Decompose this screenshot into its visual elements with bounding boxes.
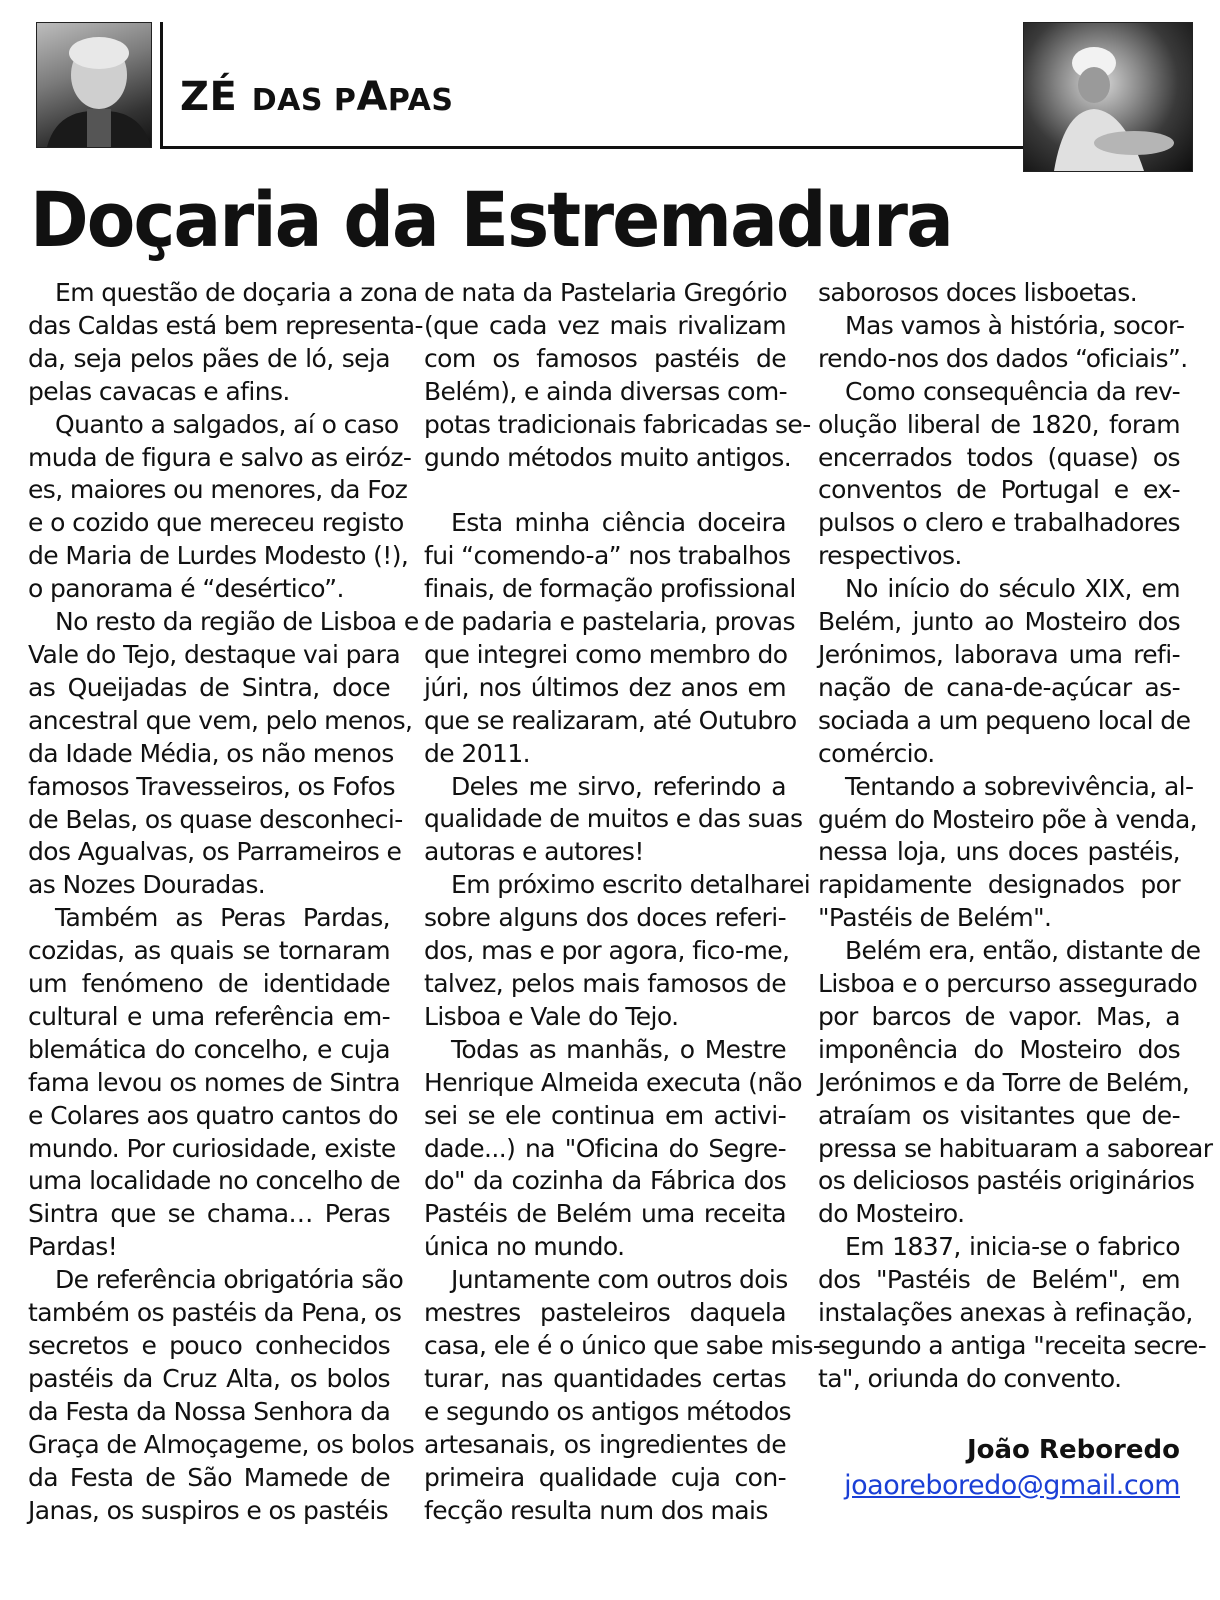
text-line: famosos Travesseiros, os Fofos — [28, 771, 395, 801]
paragraph — [424, 507, 797, 770]
text-line: secretos e pouco conhecidos — [28, 1331, 390, 1360]
paragraph — [818, 573, 1191, 770]
text-line: da Festa da Nossa Senhora da — [28, 1396, 391, 1426]
paragraph — [818, 277, 1180, 310]
text-line: olução liberal de 1820, foram — [818, 409, 1180, 439]
paragraph — [818, 771, 1198, 936]
text-line: Belém), e ainda diversas com- — [424, 376, 788, 406]
text-line: do" da cozinha da Fábrica dos — [424, 1166, 786, 1196]
text-line: de Maria de Lurdes Modesto (!), — [28, 541, 409, 571]
text-line: "Pastéis de Belém". — [818, 903, 1052, 933]
paragraph — [818, 935, 1213, 1231]
header-vertical-rule — [160, 22, 163, 146]
text-line: potas tradicionais fabricadas se- — [424, 409, 811, 439]
text-line: dos, mas e por agora, fico-me, — [424, 936, 790, 966]
text-line: que se realizaram, até Outubro — [424, 705, 797, 735]
text-line: primeira qualidade cuja con- — [424, 1462, 786, 1492]
text-line: fecção resulta num dos mais — [424, 1495, 768, 1525]
text-line: Em 1837, inicia-se o fabrico — [845, 1232, 1180, 1262]
paragraph — [28, 606, 419, 902]
paragraph — [818, 1231, 1207, 1396]
text-line: da, seja pelos pães de ló, seja — [28, 343, 390, 373]
text-line: nessa loja, uns doces pastéis, — [818, 837, 1180, 867]
text-line: Quanto a salgados, aí o caso — [55, 409, 399, 439]
text-line: de Belas, os quase desconheci- — [28, 804, 403, 834]
header-horizontal-rule — [160, 146, 1023, 149]
text-line: e Colares aos quatro cantos do — [28, 1100, 398, 1130]
text-line: mundo. Por curiosidade, existe — [28, 1133, 396, 1163]
paragraph — [424, 869, 811, 1034]
text-line: Graça de Almoçageme, os bolos — [28, 1429, 415, 1459]
text-line: com os famosos pastéis de — [424, 343, 786, 373]
column-name-small-caps: DAS P — [251, 83, 357, 118]
text-line: das Caldas está bem representa- — [28, 310, 423, 340]
text-line: dade...) na "Oficina do Segre- — [424, 1133, 786, 1163]
text-line: De referência obrigatória são — [55, 1265, 404, 1295]
text-line: Vale do Tejo, destaque vai para — [28, 639, 401, 669]
text-line: ancestral que vem, pelo menos, — [28, 705, 413, 735]
text-line: Deles me sirvo, referindo a — [451, 771, 786, 801]
text-line: Como consequência da rev- — [845, 376, 1180, 406]
headline: Doçaria da Estremadura — [30, 175, 952, 264]
text-line: gundo métodos muito antigos. — [424, 442, 792, 472]
paragraph — [424, 1034, 802, 1264]
text-line: por barcos de vapor. Mas, a — [818, 1001, 1180, 1031]
author-signature: João Reboredo — [966, 1435, 1180, 1465]
column-name-first: ZÉ — [180, 74, 238, 120]
text-line: de nata da Pastelaria Gregório — [424, 278, 787, 307]
text-line: Jerónimos e da Torre de Belém, — [818, 1067, 1190, 1097]
text-line: pressa se habituaram a saborear — [818, 1133, 1213, 1163]
text-line: pulsos o clero e trabalhadores — [818, 508, 1180, 538]
text-line: Em questão de doçaria a zona — [55, 278, 418, 307]
paragraph — [28, 902, 401, 1264]
text-line: turar, nas quantidades certas — [424, 1363, 786, 1393]
column-name — [180, 74, 453, 120]
paragraph — [818, 310, 1188, 376]
text-line: blemática do concelho, e cuja — [28, 1034, 390, 1064]
text-line: muda de figura e salvo as eirόz- — [28, 442, 412, 472]
text-line: autoras e autores! — [424, 837, 644, 867]
text-line: Janas, os suspiros e os pastéis — [28, 1495, 389, 1525]
article-column-3 — [818, 277, 1213, 1396]
text-line: também os pastéis da Pena, os — [28, 1298, 402, 1328]
author-portrait-photo — [36, 22, 152, 148]
paragraph — [424, 277, 811, 474]
text-line: comércio. — [818, 738, 935, 768]
text-line: No resto da região de Lisboa e — [55, 607, 419, 637]
text-line: mestres pasteleiros daquela — [424, 1298, 786, 1328]
text-line: dos "Pastéis de Belém", em — [818, 1265, 1180, 1295]
text-line: (que cada vez mais rivalizam — [424, 310, 786, 340]
text-line: Todas as manhãs, o Mestre — [451, 1034, 786, 1064]
paragraph — [28, 1264, 415, 1527]
text-line: Também as Peras Pardas, — [55, 903, 390, 933]
paragraph-gap — [424, 474, 786, 507]
text-line: Belém, junto ao Mosteiro dos — [818, 607, 1180, 637]
text-line: uma localidade no concelho de — [28, 1166, 401, 1196]
paragraph — [424, 1264, 822, 1527]
text-line: finais, de formação profissional — [424, 574, 796, 604]
text-line: única no mundo. — [424, 1232, 625, 1262]
text-line: guém do Mosteiro põe à venda, — [818, 804, 1198, 834]
text-line: da Festa de São Mamede de — [28, 1462, 390, 1492]
text-line: as Queijadas de Sintra, doce — [28, 672, 390, 702]
text-line: Sintra que se chama… Peras — [28, 1199, 390, 1229]
text-line: pastéis da Cruz Alta, os bolos — [28, 1363, 390, 1393]
chef-photo — [1023, 22, 1193, 172]
text-line: imponência do Mosteiro dos — [818, 1034, 1180, 1064]
chef-figure-icon — [1024, 23, 1192, 171]
text-line: sociada a um pequeno local de — [818, 705, 1191, 735]
text-line: pelas cavacas e afins. — [28, 376, 290, 406]
text-line: fama levou os nomes de Sintra — [28, 1067, 400, 1097]
text-line: artesanais, os ingredientes de — [424, 1429, 786, 1459]
text-line: Tentando a sobrevivência, al- — [845, 771, 1194, 801]
text-line: cozidas, as quais se tornaram — [28, 936, 390, 966]
text-line: cultural e uma referência em- — [28, 1001, 390, 1031]
text-line: ta", oriunda do convento. — [818, 1363, 1122, 1393]
column-name-small-caps-end: PAS — [387, 83, 454, 118]
text-line: encerrados todos (quase) os — [818, 442, 1180, 472]
text-line: sobre alguns dos doces referi- — [424, 903, 786, 933]
article-column-2 — [424, 277, 822, 1527]
text-line: de padaria e pastelaria, provas — [424, 607, 795, 637]
text-line: que integrei como membro do — [424, 639, 788, 669]
text-line: fui “comendo-a” nos trabalhos — [424, 541, 791, 571]
text-line: e o cozido que mereceu registo — [28, 508, 404, 538]
paragraph — [28, 277, 423, 409]
text-line: segundo a antiga "receita secre- — [818, 1331, 1207, 1360]
text-line: dos Agualvas, os Parrameiros e — [28, 837, 402, 867]
text-line: Em próximo escrito detalharei — [451, 870, 811, 900]
text-line: casa, ele é o único que sabe mis- — [424, 1330, 822, 1360]
text-line: Lisboa e Vale do Tejo. — [424, 1001, 679, 1031]
text-line: Jerónimos, laborava uma refi- — [818, 639, 1180, 669]
text-line: saborosos doces lisboetas. — [818, 278, 1138, 307]
text-line: conventos de Portugal e ex- — [818, 475, 1180, 505]
text-line: de 2011. — [424, 738, 530, 768]
text-line: talvez, pelos mais famosos de — [424, 969, 786, 999]
text-line: e segundo os antigos métodos — [424, 1396, 791, 1426]
text-line: qualidade de muitos e das suas — [424, 804, 803, 834]
text-line: as Nozes Douradas. — [28, 870, 266, 900]
text-line: atraíam os visitantes que de- — [818, 1100, 1180, 1130]
paragraph — [424, 771, 803, 870]
text-line: da Idade Média, os não menos — [28, 738, 394, 768]
text-line: respectivos. — [818, 541, 962, 571]
paragraph — [28, 409, 412, 606]
text-line: Esta minha ciência doceira — [451, 508, 786, 538]
text-line: No início do século XIX, em — [845, 574, 1180, 604]
column-name-p: A — [356, 74, 388, 120]
portrait-figure-icon — [37, 23, 151, 147]
text-line: es, maiores ou menores, da Foz — [28, 475, 408, 505]
text-line: os deliciosos pastéis originários — [818, 1166, 1195, 1196]
text-line: do Mosteiro. — [818, 1199, 965, 1229]
text-line: sei se ele continua em activi- — [424, 1100, 786, 1130]
text-line: Pardas! — [28, 1232, 118, 1262]
author-email-link[interactable]: joaoreboredo@gmail.com — [844, 1470, 1180, 1501]
text-line: o panorama é “desértico”. — [28, 574, 344, 604]
text-line: rendo-nos dos dados “oficiais”. — [818, 343, 1188, 373]
text-line: instalações anexas à refinação, — [818, 1298, 1193, 1328]
text-line: Pastéis de Belém uma receita — [424, 1199, 786, 1229]
paragraph — [818, 376, 1180, 573]
text-line: Mas vamos à história, socor- — [845, 310, 1185, 340]
text-line: Belém era, então, distante de — [845, 936, 1201, 966]
text-line: nação de cana-de-açúcar as- — [818, 672, 1180, 702]
text-line: Henrique Almeida executa (não — [424, 1067, 802, 1097]
text-line: um fenómeno de identidade — [28, 969, 390, 999]
text-line: júri, nos últimos dez anos em — [424, 672, 786, 702]
article-column-1 — [28, 277, 423, 1527]
text-line: rapidamente designados por — [818, 870, 1180, 900]
text-line: Lisboa e o percurso assegurado — [818, 969, 1198, 999]
text-line: Juntamente com outros dois — [451, 1265, 788, 1295]
